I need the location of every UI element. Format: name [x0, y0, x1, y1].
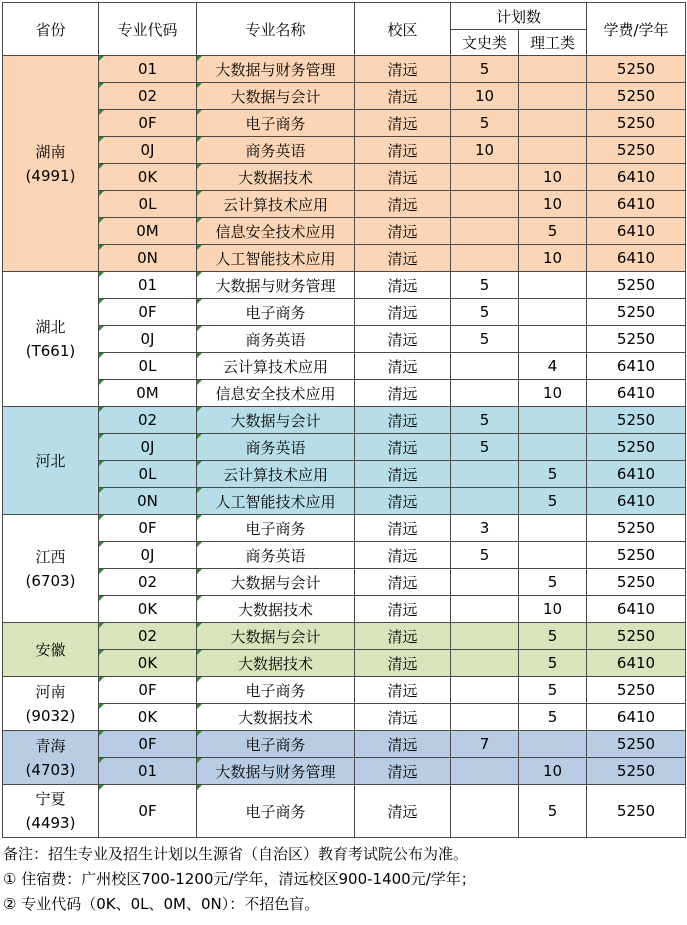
- major-name-cell: 商务英语: [197, 326, 355, 353]
- province-name: 湖南: [35, 142, 66, 161]
- campus-cell: 清远: [355, 326, 451, 353]
- campus-cell: 清远: [355, 569, 451, 596]
- science-count-cell: [519, 272, 587, 299]
- province-name: 河北: [35, 451, 66, 470]
- science-count-cell: [519, 83, 587, 110]
- major-name-cell: 大数据技术: [197, 164, 355, 191]
- province-exam-code: (6703): [25, 571, 76, 590]
- tuition-cell: 5250: [587, 407, 686, 434]
- province-exam-code: (T661): [25, 342, 76, 360]
- campus-cell: 清远: [355, 677, 451, 704]
- major-name-cell: 人工智能技术应用: [197, 488, 355, 515]
- arts-count-cell: 5: [451, 326, 519, 353]
- major-code-cell: 02: [99, 407, 197, 434]
- header-tuition: 学费/学年: [587, 3, 686, 56]
- table-row: [3, 758, 686, 785]
- arts-count-cell: 7: [451, 731, 519, 758]
- table-row: [3, 569, 686, 596]
- campus-cell: 清远: [355, 731, 451, 758]
- campus-cell: 清远: [355, 218, 451, 245]
- tuition-cell: 6410: [587, 650, 686, 677]
- major-code-cell: 01: [99, 758, 197, 785]
- table-row: [3, 704, 686, 731]
- header-row-1: [3, 3, 686, 30]
- tuition-cell: 6410: [587, 218, 686, 245]
- major-name-cell: 商务英语: [197, 542, 355, 569]
- major-name-cell: 大数据与会计: [197, 407, 355, 434]
- science-count-cell: [519, 137, 587, 164]
- table-row: [3, 407, 686, 434]
- arts-count-cell: [451, 488, 519, 515]
- tuition-cell: 5250: [587, 137, 686, 164]
- major-name-cell: 电子商务: [197, 110, 355, 137]
- science-count-cell: [519, 542, 587, 569]
- campus-cell: 清远: [355, 164, 451, 191]
- tuition-cell: 5250: [587, 326, 686, 353]
- major-name-cell: 信息安全技术应用: [197, 380, 355, 407]
- campus-cell: 清远: [355, 461, 451, 488]
- tuition-cell: 6410: [587, 164, 686, 191]
- arts-count-cell: [451, 164, 519, 191]
- note-remark: 备注：招生专业及招生计划以生源省（自治区）教育考试院公布为准。: [3, 845, 469, 863]
- table-row: [3, 245, 686, 272]
- major-code-cell: 0M: [99, 380, 197, 407]
- tuition-cell: 5250: [587, 110, 686, 137]
- header-province: 省份: [3, 3, 99, 56]
- major-code-cell: 0F: [99, 731, 197, 758]
- tuition-cell: 6410: [587, 245, 686, 272]
- major-code-cell: 0F: [99, 515, 197, 542]
- arts-count-cell: [451, 218, 519, 245]
- science-count-cell: 10: [519, 380, 587, 407]
- science-count-cell: [519, 56, 587, 83]
- province-exam-code: (9032): [25, 706, 76, 725]
- notes-block: [2, 842, 685, 917]
- header-plan-count: 计划数: [451, 3, 587, 30]
- major-name-cell: 信息安全技术应用: [197, 218, 355, 245]
- header-major-name: 专业名称: [197, 3, 355, 56]
- science-count-cell: 5: [519, 677, 587, 704]
- tuition-cell: 5250: [587, 542, 686, 569]
- province-exam-code: (4703): [25, 760, 76, 779]
- major-name-cell: 大数据技术: [197, 704, 355, 731]
- arts-count-cell: 10: [451, 83, 519, 110]
- tuition-cell: 5250: [587, 272, 686, 299]
- major-name-cell: 大数据与会计: [197, 569, 355, 596]
- campus-cell: 清远: [355, 353, 451, 380]
- table-row: [3, 461, 686, 488]
- arts-count-cell: [451, 569, 519, 596]
- tuition-cell: 5250: [587, 434, 686, 461]
- campus-cell: 清远: [355, 380, 451, 407]
- arts-count-cell: 5: [451, 407, 519, 434]
- tuition-cell: 5250: [587, 83, 686, 110]
- major-name-cell: 电子商务: [197, 785, 355, 838]
- major-code-cell: 0J: [99, 542, 197, 569]
- campus-cell: 清远: [355, 434, 451, 461]
- table-row: [3, 731, 686, 758]
- table-row: [3, 785, 686, 838]
- arts-count-cell: 5: [451, 272, 519, 299]
- science-count-cell: 5: [519, 461, 587, 488]
- major-name-cell: 大数据与会计: [197, 83, 355, 110]
- tuition-cell: 6410: [587, 380, 686, 407]
- major-name-cell: 电子商务: [197, 299, 355, 326]
- science-count-cell: 10: [519, 245, 587, 272]
- campus-cell: 清远: [355, 542, 451, 569]
- province-cell: [3, 272, 99, 407]
- arts-count-cell: [451, 677, 519, 704]
- province-cell: [3, 407, 99, 515]
- campus-cell: 清远: [355, 407, 451, 434]
- tuition-cell: 5250: [587, 569, 686, 596]
- province-exam-code: (4991): [25, 166, 76, 185]
- header-arts: 文史类: [451, 30, 519, 56]
- campus-cell: 清远: [355, 704, 451, 731]
- major-code-cell: 0J: [99, 137, 197, 164]
- table-row: [3, 650, 686, 677]
- arts-count-cell: [451, 596, 519, 623]
- major-name-cell: 人工智能技术应用: [197, 245, 355, 272]
- science-count-cell: 10: [519, 164, 587, 191]
- arts-count-cell: 5: [451, 56, 519, 83]
- province-cell: [3, 677, 99, 731]
- province-name: 河南: [35, 682, 66, 701]
- arts-count-cell: 5: [451, 110, 519, 137]
- table-row: [3, 380, 686, 407]
- arts-count-cell: [451, 758, 519, 785]
- province-name: 安徽: [35, 640, 66, 659]
- major-name-cell: 云计算技术应用: [197, 191, 355, 218]
- province-name: 湖北: [35, 318, 66, 336]
- major-code-cell: 0J: [99, 434, 197, 461]
- arts-count-cell: [451, 380, 519, 407]
- major-name-cell: 电子商务: [197, 677, 355, 704]
- science-count-cell: 5: [519, 488, 587, 515]
- science-count-cell: [519, 407, 587, 434]
- arts-count-cell: 5: [451, 542, 519, 569]
- campus-cell: 清远: [355, 758, 451, 785]
- major-code-cell: 0J: [99, 326, 197, 353]
- major-name-cell: 大数据与财务管理: [197, 272, 355, 299]
- table-row: [3, 623, 686, 650]
- tuition-cell: 5250: [587, 785, 686, 838]
- major-code-cell: 01: [99, 56, 197, 83]
- tuition-cell: 5250: [587, 677, 686, 704]
- tuition-cell: 6410: [587, 596, 686, 623]
- campus-cell: 清远: [355, 191, 451, 218]
- campus-cell: 清远: [355, 623, 451, 650]
- science-count-cell: 5: [519, 623, 587, 650]
- note-color-blind: ② 专业代码（0K、0L、0M、0N）：不招色盲。: [3, 895, 320, 913]
- major-code-cell: 0K: [99, 164, 197, 191]
- tuition-cell: 5250: [587, 731, 686, 758]
- major-code-cell: 01: [99, 272, 197, 299]
- note-accommodation: ① 住宿费：广州校区700-1200元/学年，清远校区900-1400元/学年；: [3, 870, 476, 888]
- major-name-cell: 电子商务: [197, 515, 355, 542]
- table-row: [3, 515, 686, 542]
- campus-cell: 清远: [355, 785, 451, 838]
- table-row: [3, 83, 686, 110]
- arts-count-cell: [451, 650, 519, 677]
- campus-cell: 清远: [355, 272, 451, 299]
- tuition-cell: 6410: [587, 461, 686, 488]
- province-cell: [3, 731, 99, 785]
- table-row: [3, 110, 686, 137]
- campus-cell: 清远: [355, 515, 451, 542]
- arts-count-cell: [451, 461, 519, 488]
- province-cell: [3, 56, 99, 272]
- header-campus: 校区: [355, 3, 451, 56]
- campus-cell: 清远: [355, 137, 451, 164]
- major-code-cell: 0N: [99, 488, 197, 515]
- major-code-cell: 0K: [99, 704, 197, 731]
- table-body: [3, 56, 686, 838]
- campus-cell: 清远: [355, 299, 451, 326]
- science-count-cell: 10: [519, 596, 587, 623]
- table-row: [3, 326, 686, 353]
- arts-count-cell: [451, 353, 519, 380]
- table-row: [3, 677, 686, 704]
- arts-count-cell: [451, 704, 519, 731]
- table-row: [3, 56, 686, 83]
- science-count-cell: [519, 299, 587, 326]
- arts-count-cell: [451, 785, 519, 838]
- major-name-cell: 云计算技术应用: [197, 353, 355, 380]
- science-count-cell: 4: [519, 353, 587, 380]
- major-code-cell: 0F: [99, 110, 197, 137]
- science-count-cell: 5: [519, 569, 587, 596]
- tuition-cell: 5250: [587, 56, 686, 83]
- table-row: [3, 191, 686, 218]
- province-name: 青海: [35, 736, 66, 755]
- header-science: 理工类: [519, 30, 587, 56]
- arts-count-cell: [451, 623, 519, 650]
- table-row: [3, 164, 686, 191]
- science-count-cell: [519, 110, 587, 137]
- campus-cell: 清远: [355, 56, 451, 83]
- table-row: [3, 137, 686, 164]
- arts-count-cell: 5: [451, 434, 519, 461]
- science-count-cell: 5: [519, 785, 587, 838]
- tuition-cell: 6410: [587, 488, 686, 515]
- table-row: [3, 272, 686, 299]
- major-name-cell: 商务英语: [197, 137, 355, 164]
- major-code-cell: 0K: [99, 596, 197, 623]
- major-code-cell: 0K: [99, 650, 197, 677]
- science-count-cell: 5: [519, 650, 587, 677]
- tuition-cell: 5250: [587, 515, 686, 542]
- arts-count-cell: [451, 191, 519, 218]
- major-name-cell: 大数据与会计: [197, 623, 355, 650]
- province-cell: [3, 785, 99, 838]
- campus-cell: 清远: [355, 650, 451, 677]
- tuition-cell: 6410: [587, 353, 686, 380]
- province-name: 江西: [35, 547, 66, 566]
- table-row: [3, 299, 686, 326]
- table-row: [3, 218, 686, 245]
- major-name-cell: 电子商务: [197, 731, 355, 758]
- major-name-cell: 大数据与财务管理: [197, 758, 355, 785]
- table-row: [3, 596, 686, 623]
- science-count-cell: 10: [519, 758, 587, 785]
- major-code-cell: 0L: [99, 191, 197, 218]
- campus-cell: 清远: [355, 596, 451, 623]
- major-name-cell: 大数据技术: [197, 596, 355, 623]
- major-name-cell: 大数据与财务管理: [197, 56, 355, 83]
- arts-count-cell: [451, 245, 519, 272]
- science-count-cell: [519, 515, 587, 542]
- major-name-cell: 商务英语: [197, 434, 355, 461]
- major-code-cell: 0L: [99, 353, 197, 380]
- major-code-cell: 0F: [99, 785, 197, 838]
- table-row: [3, 434, 686, 461]
- tuition-cell: 5250: [587, 623, 686, 650]
- arts-count-cell: 10: [451, 137, 519, 164]
- table-row: [3, 353, 686, 380]
- table-row: [3, 542, 686, 569]
- major-code-cell: 0M: [99, 218, 197, 245]
- science-count-cell: [519, 326, 587, 353]
- major-name-cell: 云计算技术应用: [197, 461, 355, 488]
- tuition-cell: 5250: [587, 758, 686, 785]
- major-code-cell: 0N: [99, 245, 197, 272]
- table-row: [3, 488, 686, 515]
- campus-cell: 清远: [355, 488, 451, 515]
- arts-count-cell: 5: [451, 299, 519, 326]
- science-count-cell: 5: [519, 704, 587, 731]
- major-code-cell: 0F: [99, 299, 197, 326]
- major-code-cell: 0F: [99, 677, 197, 704]
- enrollment-plan-sheet: [2, 2, 685, 917]
- science-count-cell: 5: [519, 218, 587, 245]
- science-count-cell: 10: [519, 191, 587, 218]
- province-exam-code: (4493): [25, 814, 76, 832]
- arts-count-cell: 3: [451, 515, 519, 542]
- campus-cell: 清远: [355, 110, 451, 137]
- tuition-cell: 6410: [587, 191, 686, 218]
- tuition-cell: 6410: [587, 704, 686, 731]
- major-name-cell: 大数据技术: [197, 650, 355, 677]
- province-name: 宁夏: [35, 790, 66, 808]
- province-cell: [3, 515, 99, 623]
- science-count-cell: [519, 731, 587, 758]
- major-code-cell: 02: [99, 623, 197, 650]
- science-count-cell: [519, 434, 587, 461]
- major-code-cell: 02: [99, 83, 197, 110]
- major-code-cell: 02: [99, 569, 197, 596]
- enrollment-plan-table: [2, 2, 686, 838]
- province-cell: [3, 623, 99, 677]
- campus-cell: 清远: [355, 83, 451, 110]
- major-code-cell: 0L: [99, 461, 197, 488]
- campus-cell: 清远: [355, 245, 451, 272]
- header-major-code: 专业代码: [99, 3, 197, 56]
- tuition-cell: 5250: [587, 299, 686, 326]
